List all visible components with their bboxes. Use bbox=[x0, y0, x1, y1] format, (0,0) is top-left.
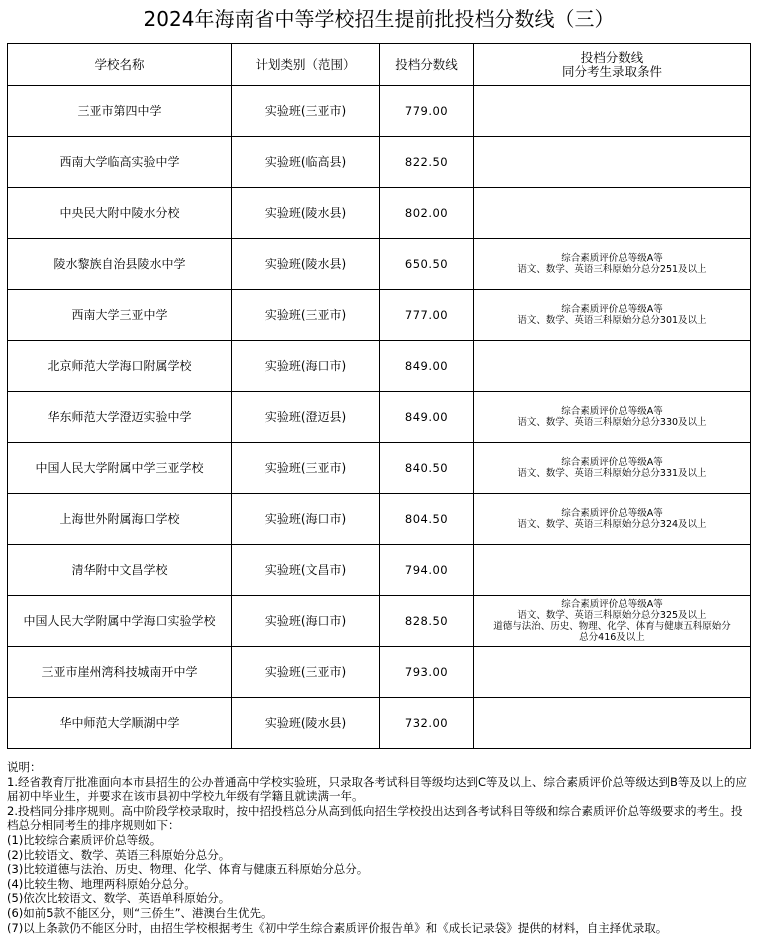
table-row bbox=[8, 698, 751, 749]
condition-cell bbox=[474, 443, 751, 494]
condition-cell bbox=[474, 290, 751, 341]
school-name-cell: 三亚市第四中学 bbox=[8, 86, 232, 137]
score-table bbox=[7, 43, 751, 749]
table-row bbox=[8, 545, 751, 596]
score-cell: 793.00 bbox=[380, 647, 474, 698]
condition-cell bbox=[474, 698, 751, 749]
school-name-cell: 三亚市崖州湾科技城南开中学 bbox=[8, 647, 232, 698]
school-name-cell: 上海世外附属海口学校 bbox=[8, 494, 232, 545]
table-row bbox=[8, 188, 751, 239]
table-row bbox=[8, 494, 751, 545]
category-cell: 实验班(临高县) bbox=[232, 137, 380, 188]
category-cell: 实验班(三亚市) bbox=[232, 647, 380, 698]
condition-line: 语文、数学、英语三科原始分总分251及以上 bbox=[517, 264, 707, 275]
category-cell: 实验班(陵水县) bbox=[232, 239, 380, 290]
condition-cell bbox=[474, 596, 751, 647]
note-line: (6)如前5款不能区分，则“三侨生”、港澳台生优先。 bbox=[7, 905, 273, 920]
notes-heading: 说明： bbox=[7, 760, 42, 774]
header-condition-line1: 投档分数线 bbox=[580, 49, 644, 65]
category-cell: 实验班(文昌市) bbox=[232, 545, 380, 596]
condition-line: 总分416及以上 bbox=[579, 632, 645, 643]
score-cell: 849.00 bbox=[380, 341, 474, 392]
score-cell: 732.00 bbox=[380, 698, 474, 749]
condition-cell bbox=[474, 545, 751, 596]
score-cell: 802.00 bbox=[380, 188, 474, 239]
score-cell: 804.50 bbox=[380, 494, 474, 545]
condition-line: 综合素质评价总等级A等 bbox=[561, 406, 663, 417]
category-cell: 实验班(澄迈县) bbox=[232, 392, 380, 443]
table-row bbox=[8, 290, 751, 341]
condition-cell bbox=[474, 188, 751, 239]
condition-line: 道德与法治、历史、物理、化学、体育与健康五科原始分 bbox=[493, 621, 731, 632]
condition-line: 语文、数学、英语三科原始分总分331及以上 bbox=[517, 468, 707, 479]
condition-cell bbox=[474, 239, 751, 290]
category-cell: 实验班(三亚市) bbox=[232, 290, 380, 341]
table-row bbox=[8, 647, 751, 698]
category-cell: 实验班(海口市) bbox=[232, 341, 380, 392]
note-line: (1)比较综合素质评价总等级。 bbox=[7, 832, 162, 847]
school-name-cell: 中国人民大学附属中学海口实验学校 bbox=[8, 596, 232, 647]
score-cell: 779.00 bbox=[380, 86, 474, 137]
score-cell: 840.50 bbox=[380, 443, 474, 494]
school-name-cell: 华东师范大学澄迈实验中学 bbox=[8, 392, 232, 443]
header-score: 投档分数线 bbox=[380, 44, 474, 86]
table-row bbox=[8, 443, 751, 494]
header-category: 计划类别（范围） bbox=[232, 44, 380, 86]
header-condition-line2: 同分考生录取条件 bbox=[561, 63, 662, 79]
condition-line: 语文、数学、英语三科原始分总分324及以上 bbox=[517, 519, 707, 530]
header-condition bbox=[474, 44, 751, 86]
note-line: (4)比较生物、地理两科原始分总分。 bbox=[7, 876, 196, 891]
category-cell: 实验班(三亚市) bbox=[232, 86, 380, 137]
note-line: (7)以上条款仍不能区分时，由招生学校根据考生《初中学生综合素质评价报告单》和《成长记录袋》提供的材料，自主择优录取。 bbox=[7, 920, 668, 935]
header-school: 学校名称 bbox=[8, 44, 232, 86]
table-row bbox=[8, 596, 751, 647]
table-row bbox=[8, 137, 751, 188]
school-name-cell: 华中师范大学顺湖中学 bbox=[8, 698, 232, 749]
school-name-cell: 北京师范大学海口附属学校 bbox=[8, 341, 232, 392]
table-row bbox=[8, 341, 751, 392]
school-name-cell: 西南大学三亚中学 bbox=[8, 290, 232, 341]
condition-line: 综合素质评价总等级A等 bbox=[561, 457, 663, 468]
table-row bbox=[8, 86, 751, 137]
table-header-row bbox=[8, 44, 751, 86]
note-line: 2.投档同分排序规则。高中阶段学校录取时，按中招投档总分从高到低向招生学校投出达到各考试科目等级和综合素质评价总等级要求的考生。投档总分相同考生的排序规则如下： bbox=[7, 803, 743, 833]
table-row bbox=[8, 392, 751, 443]
condition-cell bbox=[474, 341, 751, 392]
score-cell: 777.00 bbox=[380, 290, 474, 341]
condition-cell bbox=[474, 647, 751, 698]
score-cell: 849.00 bbox=[380, 392, 474, 443]
school-name-cell: 西南大学临高实验中学 bbox=[8, 137, 232, 188]
score-cell: 828.50 bbox=[380, 596, 474, 647]
category-cell: 实验班(海口市) bbox=[232, 596, 380, 647]
school-name-cell: 中国人民大学附属中学三亚学校 bbox=[8, 443, 232, 494]
notes-section bbox=[7, 760, 752, 935]
condition-line: 语文、数学、英语三科原始分总分330及以上 bbox=[517, 417, 707, 428]
category-cell: 实验班(海口市) bbox=[232, 494, 380, 545]
condition-line: 语文、数学、英语三科原始分总分301及以上 bbox=[517, 315, 707, 326]
note-line: 1.经省教育厅批准面向本市县招生的公办普通高中学校实验班，只录取各考试科目等级均达到C等及以上、综合素质评价总等级达到B等及以上的应届初中毕业生，并要求在该市县初中学校九年级有学籍且就读满一年。 bbox=[7, 774, 747, 804]
condition-line: 综合素质评价总等级A等 bbox=[561, 508, 663, 519]
condition-cell bbox=[474, 137, 751, 188]
condition-line: 综合素质评价总等级A等 bbox=[561, 599, 663, 610]
note-line: (2)比较语文、数学、英语三科原始分总分。 bbox=[7, 847, 231, 862]
condition-line: 综合素质评价总等级A等 bbox=[561, 304, 663, 315]
condition-line: 综合素质评价总等级A等 bbox=[561, 253, 663, 264]
category-cell: 实验班(陵水县) bbox=[232, 188, 380, 239]
condition-line: 语文、数学、英语三科原始分总分325及以上 bbox=[517, 610, 707, 621]
score-cell: 822.50 bbox=[380, 137, 474, 188]
note-line: (3)比较道德与法治、历史、物理、化学、体育与健康五科原始分总分。 bbox=[7, 862, 369, 877]
school-name-cell: 陵水黎族自治县陵水中学 bbox=[8, 239, 232, 290]
school-name-cell: 清华附中文昌学校 bbox=[8, 545, 232, 596]
category-cell: 实验班(陵水县) bbox=[232, 698, 380, 749]
table-row bbox=[8, 239, 751, 290]
page-title: 2024年海南省中等学校招生提前批投档分数线（三） bbox=[143, 7, 615, 31]
condition-cell bbox=[474, 494, 751, 545]
school-name-cell: 中央民大附中陵水分校 bbox=[8, 188, 232, 239]
condition-cell bbox=[474, 392, 751, 443]
score-cell: 794.00 bbox=[380, 545, 474, 596]
score-cell: 650.50 bbox=[380, 239, 474, 290]
condition-cell bbox=[474, 86, 751, 137]
category-cell: 实验班(三亚市) bbox=[232, 443, 380, 494]
note-line: (5)依次比较语文、数学、英语单科原始分。 bbox=[7, 891, 231, 906]
table-body bbox=[8, 86, 751, 749]
